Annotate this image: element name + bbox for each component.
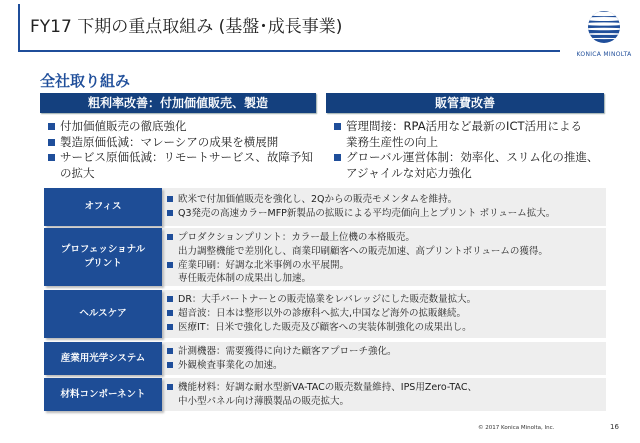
list-item: 超音波：日本は整形以外の診療科へ拡大,中国など海外の拡販継続。 bbox=[166, 307, 602, 321]
list-item: 計測機器：需要獲得に向けた顧客アプローチ強化。 bbox=[166, 345, 602, 359]
globe-logo-icon bbox=[568, 4, 640, 50]
list-item-continuation: 業務生産性の向上 bbox=[346, 134, 438, 149]
list-item-continuation: の拡大 bbox=[60, 165, 95, 180]
page-number: 16 bbox=[610, 423, 619, 431]
right-bullet-list bbox=[332, 119, 612, 181]
list-item: 管理間接：RPA活用など最新のICT活用による bbox=[332, 119, 612, 135]
category-items-optical-systems bbox=[166, 345, 602, 373]
section-title: 全社取り組み bbox=[40, 72, 131, 90]
list-item: サービス原価低減：リモートサービス、故障予知 bbox=[46, 150, 326, 166]
category-row-optical-systems bbox=[44, 342, 606, 375]
left-bullet-list bbox=[46, 119, 326, 181]
list-item: 欧米で付加価値販売を強化し、2Qからの販売モメンタムを維持。 bbox=[166, 193, 602, 207]
list-item: プロダクションプリント：カラー最上位機の本格販売。 bbox=[166, 231, 602, 245]
category-row-office bbox=[44, 188, 606, 226]
list-item: 産業印刷：好調な北米事例の水平展開。 bbox=[166, 259, 602, 273]
list-item: Q3発売の高速カラーMFP新製品の拡販による平均売価向上とプリント ボリューム拡大。 bbox=[166, 207, 602, 221]
category-items-professional-print bbox=[166, 231, 602, 286]
company-logo bbox=[568, 4, 640, 64]
category-label-optical-systems: 産業用光学システム bbox=[44, 342, 162, 375]
logo-wordmark: KONICA MINOLTA bbox=[576, 51, 632, 58]
category-row-materials bbox=[44, 378, 606, 411]
list-item: グローバル運営体制：効率化、スリム化の推進、 bbox=[332, 150, 612, 166]
list-item: 付加価値販売の徹底強化 bbox=[46, 119, 326, 135]
category-items-healthcare bbox=[166, 293, 602, 334]
list-item-continuation: 出力調整機能で差別化し、商業印刷顧客への販売加速、高プリントボリュームの獲得。 bbox=[178, 245, 548, 257]
category-label-line: プロフェッショナル bbox=[60, 244, 146, 255]
list-item: 外観検査事業化の加速。 bbox=[166, 359, 602, 373]
category-items-materials bbox=[166, 381, 602, 409]
list-item: 製造原価低減：マレーシアの成果を横展開 bbox=[46, 135, 326, 151]
category-label-materials: 材料コンポーネント bbox=[44, 378, 162, 411]
category-label-professional-print bbox=[44, 228, 162, 286]
copyright-text: © 2017 Konica Minolta, Inc. bbox=[478, 425, 555, 431]
list-item: 医療IT：日米で強化した販売及び顧客への実装体制強化の成果出し。 bbox=[166, 321, 602, 335]
category-label-line: プリント bbox=[84, 258, 122, 269]
page-title: FY17 下期の重点取組み (基盤･成長事業) bbox=[30, 17, 343, 37]
category-items-office bbox=[166, 193, 602, 221]
list-item-continuation: アジャイルな対応力強化 bbox=[346, 165, 472, 180]
category-label-healthcare: ヘルスケア bbox=[44, 290, 162, 338]
right-column-header: 販管費改善 bbox=[326, 93, 604, 113]
category-label-office: オフィス bbox=[44, 188, 162, 226]
list-item-continuation: 専任販売体制の成果出し加速。 bbox=[178, 273, 312, 285]
list-item: DR：大手パートナーとの販売協業をレバレッジにした販売数量拡大。 bbox=[166, 293, 602, 307]
left-column-header: 粗利率改善：付加価値販売、製造 bbox=[40, 93, 316, 113]
category-row-healthcare bbox=[44, 290, 606, 338]
list-item-continuation: 中小型パネル向け薄膜製品の販売拡大。 bbox=[178, 395, 350, 407]
category-row-professional-print bbox=[44, 228, 606, 286]
list-item: 機能材料：好調な耐水型新VA-TACの販売数量維持、IPS用Zero-TAC、 bbox=[166, 381, 602, 395]
